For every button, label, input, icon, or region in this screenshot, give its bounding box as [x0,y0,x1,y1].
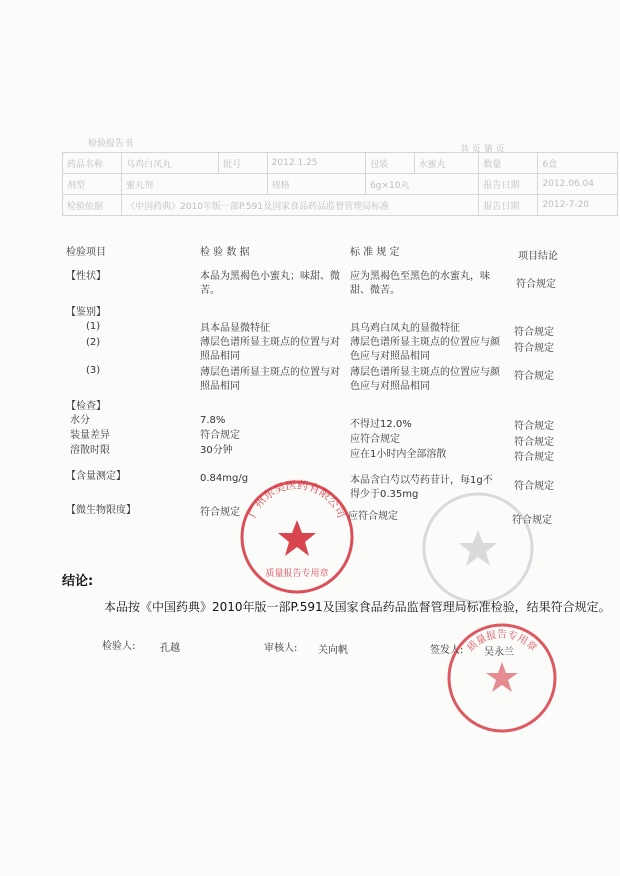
column-heading-item: 检验项目 [66,247,106,258]
seal-left-arc-text: 广州东吴医药有限公司 [245,478,349,521]
verdict-ident-3: 符合规定 [514,371,554,382]
result-moisture: 7.8% [200,415,226,426]
verdict-fill: 符合规定 [514,437,554,448]
header-cell: 报告日期 [479,174,538,195]
result-ident-3: 薄层色谱所显主斑点的位置与对照品相同 [200,367,340,392]
header-cell: 2012.1.25 [267,153,365,174]
header-row [63,153,618,174]
standard-microbial: 应符合规定 [348,511,398,522]
ident-item-1: (1) [86,321,101,332]
inspection-item-fill: 装量差异 [70,430,110,441]
result-ident-2: 薄层色谱所显主斑点的位置与对照品相同 [200,337,340,362]
header-cell: 规格 [267,174,365,195]
verdict-appearance: 符合规定 [516,279,556,290]
ident-item-3: (3) [86,365,101,376]
conclusion-title: 结论: [62,574,94,589]
inspection-item-moisture: 水分 [70,415,90,426]
header-cell: 数量 [479,153,538,174]
header-row [63,195,618,216]
section-label-assay: 【含量测定】 [66,471,126,482]
header-cell: 报告日期 [479,195,538,216]
verdict-microbial: 符合规定 [512,515,552,526]
standard-ident-1: 具乌鸡白凤丸的显微特征 [350,323,460,334]
header-row [63,174,618,195]
company-seal-left [236,476,358,598]
seal-right-arc-text: 质量报告专用章 [465,629,539,654]
verdict-ident-2: 符合规定 [514,343,554,354]
standard-ident-3: 薄层色谱所显主斑点的位置应与颜色应与对照品相同 [350,367,500,392]
section-label-inspection: 【检查】 [66,401,106,412]
section-label-identification: 【鉴别】 [66,307,106,318]
result-ident-1: 具本品显微特征 [200,323,270,334]
standard-ident-2: 薄层色谱所显主斑点的位置应与颜色应与对照品相同 [350,337,500,362]
header-cell: 剂型 [63,174,122,195]
ident-item-2: (2) [86,337,101,348]
quality-seal-right [444,620,560,736]
result-dissolution: 30分钟 [200,445,233,456]
seal-left-subtext: 质量报告专用章 [265,569,329,579]
result-fill: 符合规定 [200,430,240,441]
conclusion-text: 本品按《中国药典》2010年版一部P.591及国家食品药品监督管理局标准检验，结果符合规定。 [104,600,611,614]
result-assay: 0.84mg/g [200,473,249,484]
issuer-label: 签发人: [430,645,464,656]
header-cell: 6盒 [538,153,618,174]
standard-assay: 本品含白芍以芍药苷计，每1g不得少于0.35mg [350,475,493,500]
section-label-microbial: 【微生物限度】 [66,505,136,516]
header-cell: 包装 [366,153,415,174]
header-cell: 检验依据 [63,195,122,216]
faint-report-title: 检验报告书 [88,139,134,149]
header-cell: 乌鸡白凤丸 [122,153,219,174]
header-cell: 2012-7-20 [538,195,618,216]
column-heading-conclusion: 项目结论 [518,251,558,262]
inspection-item-dissolution: 溶散时限 [70,445,110,456]
column-heading-result: 检 验 数 据 [200,247,250,258]
standard-appearance: 应为黑褐色至黑色的水蜜丸，味甜、微苦。 [350,271,490,296]
header-cell: 药品名称 [63,153,122,174]
verdict-moisture: 符合规定 [514,421,554,432]
header-cell: 2012.06.04 [538,174,618,195]
verdict-dissolution: 符合规定 [514,452,554,463]
inspector-name: 孔越 [160,643,180,654]
svg-text:广州东吴医药有限公司 [245,477,348,520]
header-table [62,152,618,216]
reviewer-name: 关向帆 [318,645,348,656]
faded-seal-middle [418,488,538,608]
verdict-assay: 符合规定 [514,481,554,492]
header-cell: 《中国药典》2010年版一部P.591及国家食品药品监督管理局标准 [122,195,479,216]
reviewer-label: 审核人: [264,643,298,654]
standard-moisture: 不得过12.0% [350,419,412,430]
header-cell: 蜜丸剂 [122,174,268,195]
inspector-label: 检验人: [102,641,136,652]
verdict-ident-1: 符合规定 [514,327,554,338]
header-cell: 水蜜丸 [414,153,479,174]
result-microbial: 符合规定 [200,507,240,518]
header-cell: 6g×10丸 [366,174,479,195]
section-label-appearance: 【性状】 [66,271,106,282]
faint-page-indicator: 共 页 第 页 [460,145,505,155]
header-cell: 批号 [219,153,268,174]
standard-fill: 应符合规定 [350,434,400,445]
standard-dissolution: 应在1小时内全部溶散 [350,449,447,460]
result-appearance: 本品为黑褐色小蜜丸；味甜、微苦。 [200,271,340,296]
column-heading-standard: 标 准 规 定 [350,247,400,258]
issuer-name: 吴永兰 [484,647,514,658]
